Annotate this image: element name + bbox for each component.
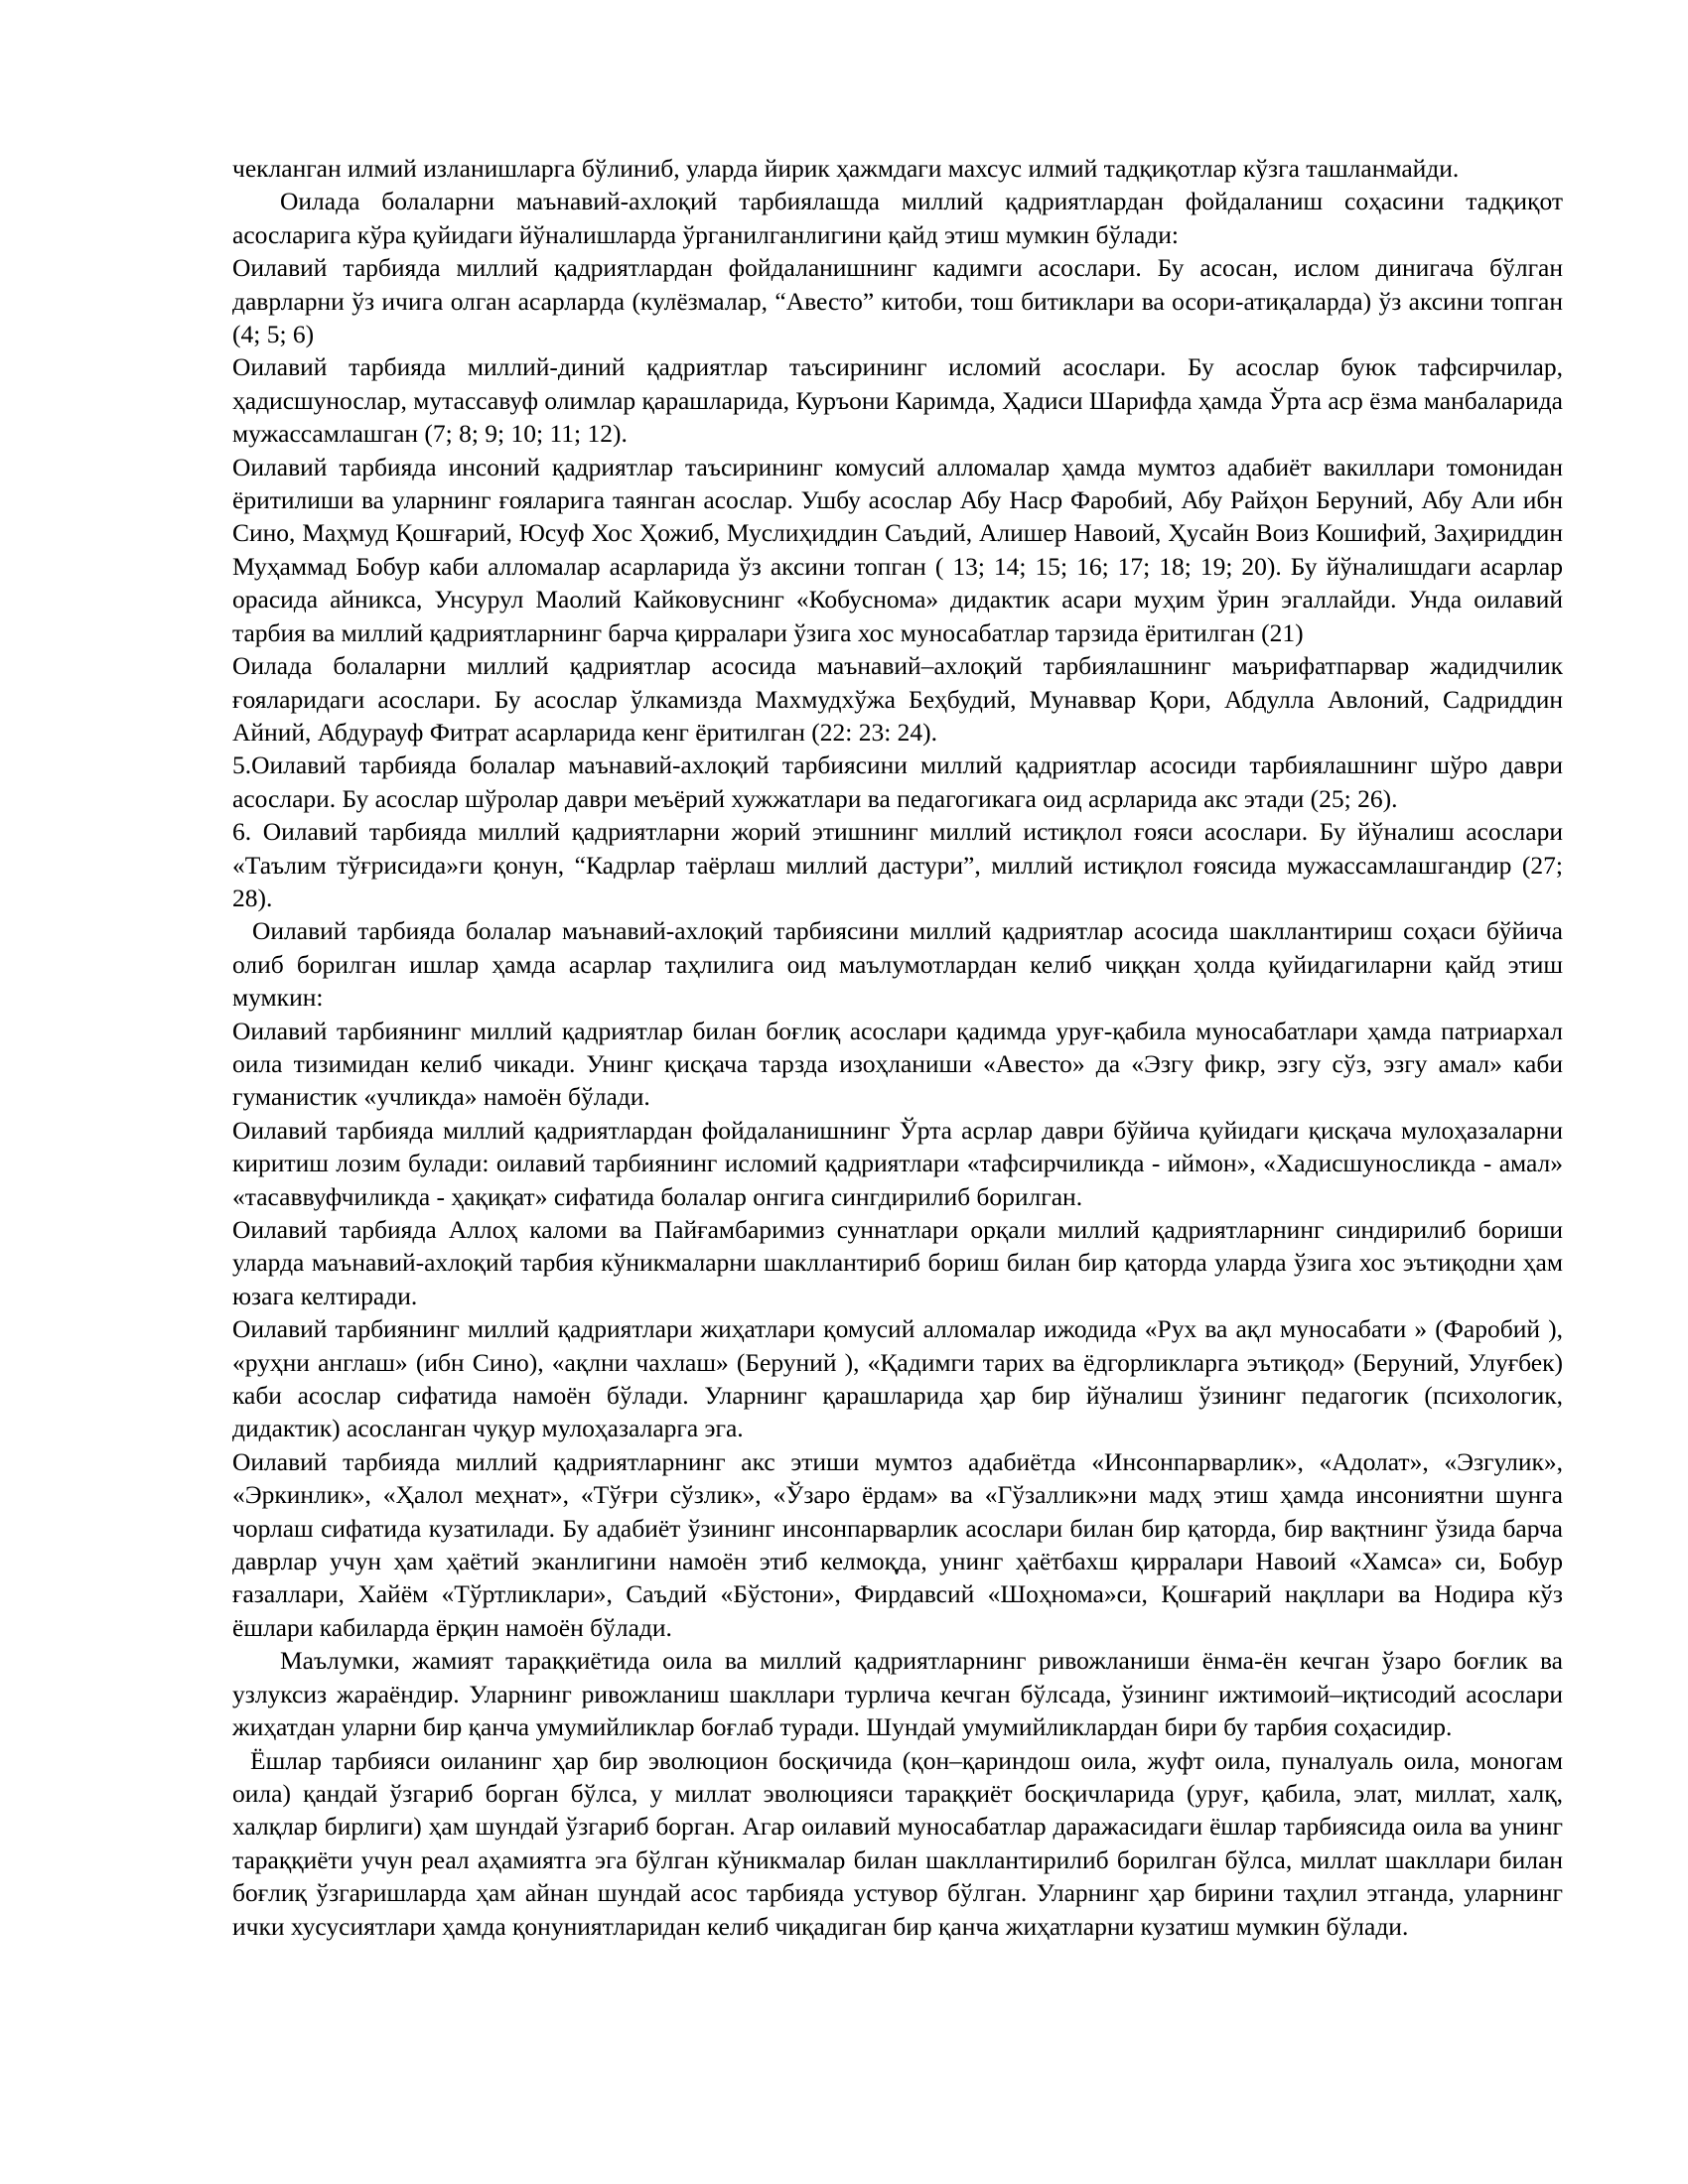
paragraph-8: 6. Оилавий тарбияда миллий қадриятларни жорий этишнинг миллий истиқлол ғояси асослари. Бу йўналиш асослари «Таълим тўғрисида»ги қонун, “Кадрлар таёрлаш миллий дастури”, миллий истиқлол ғоясида мужассамлашгандир (27; 28). [232,817,1563,912]
paragraph-3: Оилавий тарбияда миллий қадриятлардан фойдаланишнинг кадимги асослари. Бу асосан, ислом динигача бўлган даврларни ўз ичига олган асарларда (кулёзмалар, “Авесто” китоби, тош битиклари ва осори-атиқаларда) ўз аксини топган (4; 5; 6) [232,253,1563,349]
paragraph-14: Оилавий тарбияда миллий қадриятларнинг акс этиши мумтоз адабиётда «Инсонпарварлик», «Адолат», «Эзгулик», «Эркинлик», «Ҳалол меҳнат», «Тўғри сўзлик», «Ўзаро ёрдам» ва «Гўзаллик»ни мадҳ этиш ҳамда инсониятни шунга чорлаш сифатида кузатилади. Бу адабиёт ўзининг инсонпарварлик асослари билан бир қаторда, бир вақтнинг ўзида барча даврлар учун ҳам ҳаётий эканлигини намоён этиб келмоқда, унинг ҳаётбахш қирралари Навоий «Хамса» си, Бобур ғазаллари, Хайём «Тўртликлари», Саъдий «Бўстони», Фирдавсий «Шоҳнома»си, Қошғарий нақллари ва Нодира кўз ёшлари кабиларда ёрқин намоён бўлади. [232,1446,1563,1642]
paragraph-4: Оилавий тарбияда миллий-диний қадриятлар таъсирининг исломий асослари. Бу асослар буюк тафсирчилар, ҳадисшунослар, мутассавуф олимлар қарашларида, Куръони Каримда, Ҳадиси Шарифда ҳамда Ўрта аср ёзма манбаларида мужассамлашган (7; 8; 9; 10; 11; 12). [232,352,1563,449]
paragraph-9: Оилавий тарбияда болалар маънавий-ахлоқий тарбиясини миллий қадриятлар асосида шакллантириш соҳаси бўйича олиб борилган ишлар ҳамда асарлар таҳлилига оид маълумотлардан келиб чиққан ҳолда қуйидагиларни қайд этиш мумкин: [232,916,1563,1013]
document-page [232,152,1563,1943]
paragraph-2: Оилада болаларни маънавий-ахлоқий тарбиялашда миллий қадриятлардан фойдаланиш соҳасини тадқиқот асосларига кўра қуйидаги йўналишларда ўрганилганлигини қайд этиш мумкин бўлади: [232,187,1563,249]
paragraph-5: Оилавий тарбияда инсоний қадриятлар таъсирининг комусий алломалар ҳамда мумтоз адабиёт вакиллари томонидан ёритилиши ва уларнинг ғояларига таянган асослар. Ушбу асослар Абу Наср Фаробий, Абу Райҳон Беруний, Абу Али ибн Сино, Маҳмуд Қошғарий, Юсуф Хос Ҳожиб, Муслиҳиддин Саъдий, Алишер Навоий, Ҳусайн Воиз Кошифий, Заҳириддин Муҳаммад Бобур каби алломалар асарларида ўз аксини топган ( 13; 14; 15; 16; 17; 18; 19; 20). Бу йўналишдаги асарлар орасида айникса, Унсурул Маолий Кайковуснинг «Кобуснома» дидактик асари муҳим ўрин эгаллайди. Унда оилавий тарбия ва миллий қадриятларнинг барча қирралари ўзига хос муносабатлар тарзида ёритилган (21) [232,452,1563,647]
paragraph-10: Оилавий тарбиянинг миллий қадриятлар билан боғлиқ асослари қадимда уруғ-қабила муносабатлари ҳамда патриархал оила тизимидан келиб чикади. Унинг қисқача тарзда изоҳланиши «Авесто» да «Эзгу фикр, эзгу сўз, эзгу амал» каби гуманистик «учликда» намоён бўлади. [232,1016,1563,1112]
paragraph-6: Оилада болаларни миллий қадриятлар асосида маънавий–ахлоқий тарбиялашнинг маърифатпарвар жадидчилик ғояларидаги асослари. Бу асослар ўлкамизда Махмудхўжа Беҳбудий, Мунаввар Қори, Абдулла Авлоний, Садриддин Айний, Абдурауф Фитрат асарларида кенг ёритилган (22: 23: 24). [232,651,1563,747]
paragraph-1: чекланган илмий изланишларга бўлиниб, уларда йирик ҳажмдаги махсус илмий тадқиқотлар кўзга ташланмайди. [232,154,1460,183]
paragraph-13: Оилавий тарбиянинг миллий қадриятлари жиҳатлари қомусий алломалар ижодида «Рух ва ақл муносабати » (Фаробий ), «руҳни англаш» (ибн Сино), «ақлни чахлаш» (Беруний ), «Қадимги тарих ва ёдгорликларга эътиқод» (Беруний, Улуғбек) каби асослар сифатида намоён бўлади. Уларнинг қарашларида ҳар бир йўналиш ўзининг педагогик (психологик, дидактик) асосланган чуқур мулоҳазаларга эга. [232,1314,1563,1443]
paragraph-7: 5.Оилавий тарбияда болалар маънавий-ахлоқий тарбиясини миллий қадриятлар асосиди тарбиялашнинг шўро даври асослари. Бу асослар шўролар даври меъёрий хужжатлари ва педагогикага оид асрларида акс этади (25; 26). [232,751,1563,813]
paragraph-15: Маълумки, жамият тараққиётида оила ва миллий қадриятларнинг ривожланиши ёнма-ён кечган ўзаро боғлик ва узлуксиз жараёндир. Уларнинг ривожланиш шакллари турлича кечган бўлсада, ўзининг ижтимоий–иқтисодий асослари жиҳатдан уларни бир қанча умумийликлар боғлаб туради. Шундай умумийликлардан бири бу тарбия соҳасидир. [232,1646,1563,1742]
paragraph-11: Оилавий тарбияда миллий қадриятлардан фойдаланишнинг Ўрта асрлар даври бўйича қуйидаги қисқача мулоҳазаларни киритиш лозим булади: оилавий тарбиянинг исломий қадриятлари «тафсирчиликда - иймон», «Хадисшуносликда - амал» «тасаввуфчиликда - ҳақиқат» сифатида болалар онгига сингдирилиб борилган. [232,1115,1563,1211]
paragraph-12: Оилавий тарбияда Аллоҳ каломи ва Пайғамбаримиз суннатлари орқали миллий қадриятларнинг синдирилиб бориши уларда маънавий-ахлоқий тарбия кўникмаларни шакллантириб бориш билан бир қаторда уларда ўзига хос эътиқодни ҳам юзага келтиради. [232,1215,1563,1310]
paragraph-16: Ёшлар тарбияси оиланинг ҳар бир эволюцион босқичида (қон–қариндош оила, жуфт оила, пуналуаль оила, моногам оила) қандай ўзгариб борган бўлса, у миллат эволюцияси тараққиёт босқичларида (уруғ, қабила, элат, миллат, халқ, халқлар бирлиги) ҳам шундай ўзгариб борган. Агар оилавий муносабатлар даражасидаги ёшлар тарбиясида оила ва унинг тараққиёти учун реал аҳамиятга эга бўлган кўникмалар билан шакллантирилиб борилган бўлса, миллат шакллари билан боғлиқ ўзгаришларда ҳам айнан шундай асос тарбияда устувор бўлган. Уларнинг ҳар бирини таҳлил этганда, уларнинг ички хусусиятлари ҳамда қонуниятларидан келиб чиқадиган бир қанча жиҳатларни кузатиш мумкин бўлади. [232,1745,1563,1941]
